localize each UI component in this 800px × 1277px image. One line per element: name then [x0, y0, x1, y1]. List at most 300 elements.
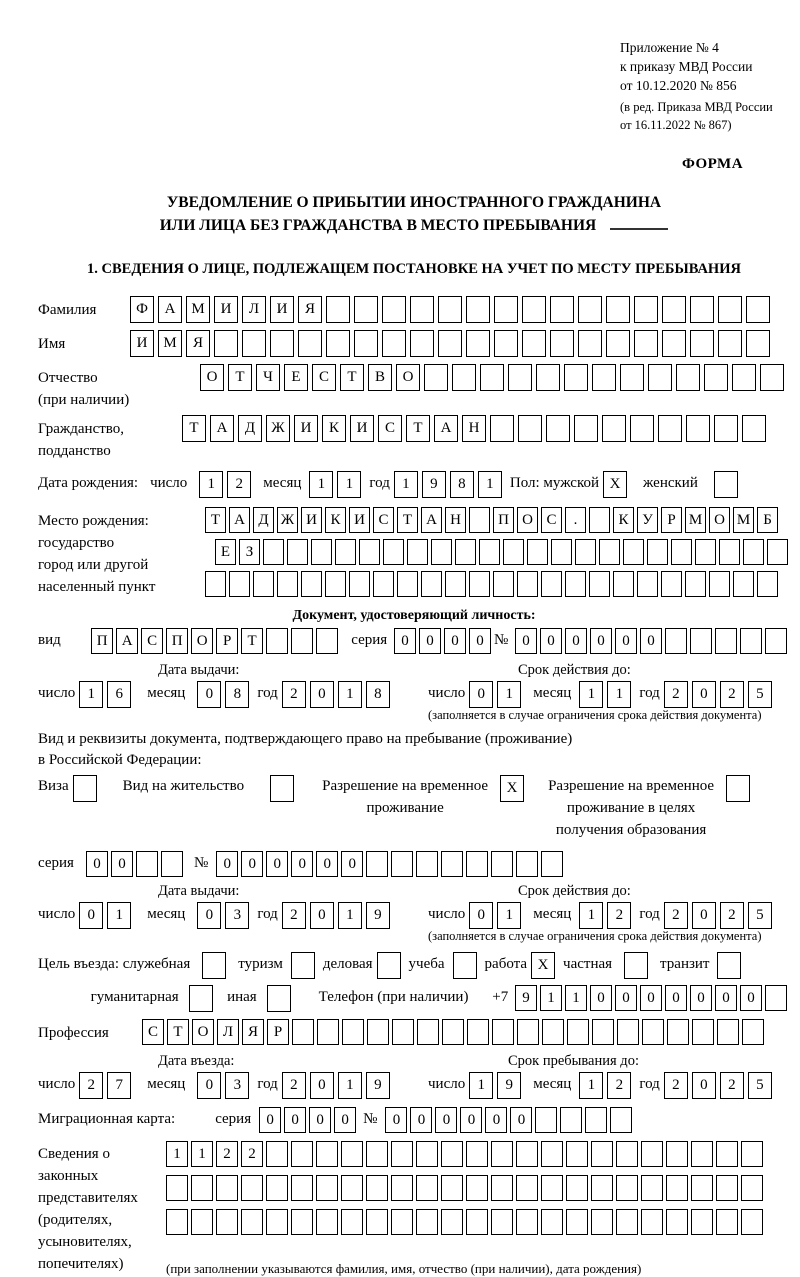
char-cell[interactable] — [166, 1175, 188, 1201]
char-cell[interactable] — [438, 330, 462, 357]
char-cell[interactable]: 0 — [79, 902, 103, 929]
char-cell[interactable]: 2 — [607, 902, 631, 929]
char-cell[interactable] — [695, 539, 716, 565]
char-cell[interactable]: 0 — [469, 681, 493, 708]
char-cell[interactable] — [690, 296, 714, 323]
char-cell[interactable] — [585, 1107, 607, 1133]
char-cell[interactable] — [503, 539, 524, 565]
char-cell[interactable]: 0 — [309, 1107, 331, 1133]
char-cell[interactable]: Т — [397, 507, 418, 533]
char-cell[interactable]: 9 — [422, 471, 446, 498]
char-cell[interactable]: 1 — [579, 681, 603, 708]
stay-month[interactable] — [579, 1072, 635, 1099]
char-cell[interactable] — [715, 628, 737, 654]
char-cell[interactable]: С — [141, 628, 163, 654]
char-cell[interactable] — [354, 296, 378, 323]
char-cell[interactable] — [714, 415, 738, 442]
char-cell[interactable] — [661, 571, 682, 597]
char-cell[interactable] — [493, 571, 514, 597]
char-cell[interactable] — [602, 415, 626, 442]
char-cell[interactable]: 1 — [337, 471, 361, 498]
char-cell[interactable]: К — [613, 507, 634, 533]
char-cell[interactable] — [671, 539, 692, 565]
char-cell[interactable]: 0 — [515, 628, 537, 654]
char-cell[interactable]: А — [421, 507, 442, 533]
char-cell[interactable]: 0 — [334, 1107, 356, 1133]
char-cell[interactable] — [589, 507, 610, 533]
char-cell[interactable] — [578, 296, 602, 323]
char-cell[interactable]: Я — [186, 330, 210, 357]
char-cell[interactable]: 0 — [197, 1072, 221, 1099]
char-cell[interactable] — [733, 571, 754, 597]
char-cell[interactable]: 0 — [444, 628, 466, 654]
char-cell[interactable] — [266, 1141, 288, 1167]
turizm-checkbox[interactable] — [291, 952, 319, 979]
char-cell[interactable]: 0 — [590, 985, 612, 1011]
char-cell[interactable]: 1 — [579, 1072, 603, 1099]
char-cell[interactable]: 0 — [111, 851, 133, 877]
char-cell[interactable]: 0 — [692, 681, 716, 708]
doc-valid-day[interactable] — [469, 681, 525, 708]
char-cell[interactable] — [757, 571, 778, 597]
char-cell[interactable]: 0 — [435, 1107, 457, 1133]
char-cell[interactable]: П — [166, 628, 188, 654]
char-cell[interactable] — [541, 1141, 563, 1167]
char-cell[interactable] — [560, 1107, 582, 1133]
char-cell[interactable]: Д — [238, 415, 262, 442]
char-cell[interactable]: 2 — [664, 902, 688, 929]
char-cell[interactable] — [508, 364, 532, 391]
char-cell[interactable] — [341, 1175, 363, 1201]
char-cell[interactable] — [637, 571, 658, 597]
char-cell[interactable] — [416, 851, 438, 877]
char-cell[interactable] — [606, 296, 630, 323]
gumanitarnaya-checkbox[interactable] — [189, 985, 217, 1012]
char-cell[interactable] — [491, 1141, 513, 1167]
char-cell[interactable]: С — [373, 507, 394, 533]
char-cell[interactable]: 0 — [485, 1107, 507, 1133]
res-valid-month[interactable] — [579, 902, 635, 929]
char-cell[interactable] — [550, 296, 574, 323]
char-cell[interactable] — [550, 330, 574, 357]
char-cell[interactable] — [606, 330, 630, 357]
stay-year[interactable] — [664, 1072, 776, 1099]
char-cell[interactable] — [441, 851, 463, 877]
char-cell[interactable]: 2 — [720, 902, 744, 929]
char-cell[interactable]: 1 — [540, 985, 562, 1011]
doc-issue-year[interactable] — [282, 681, 394, 708]
char-cell[interactable] — [648, 364, 672, 391]
char-cell[interactable] — [291, 952, 315, 979]
char-cell[interactable]: 8 — [450, 471, 474, 498]
char-cell[interactable] — [765, 628, 787, 654]
char-cell[interactable] — [317, 1019, 339, 1045]
char-cell[interactable] — [617, 1019, 639, 1045]
char-cell[interactable]: 1 — [478, 471, 502, 498]
char-cell[interactable] — [535, 1107, 557, 1133]
char-cell[interactable] — [359, 539, 380, 565]
res-number-field[interactable] — [216, 851, 566, 877]
char-cell[interactable] — [516, 851, 538, 877]
visa-checkbox[interactable] — [73, 775, 101, 802]
char-cell[interactable]: 1 — [338, 1072, 362, 1099]
char-cell[interactable] — [466, 1175, 488, 1201]
char-cell[interactable]: 3 — [225, 1072, 249, 1099]
char-cell[interactable] — [541, 851, 563, 877]
res-valid-day[interactable] — [469, 902, 525, 929]
patronymic-field[interactable] — [200, 364, 788, 391]
char-cell[interactable] — [516, 1141, 538, 1167]
char-cell[interactable] — [383, 539, 404, 565]
char-cell[interactable] — [373, 571, 394, 597]
char-cell[interactable] — [316, 628, 338, 654]
birth-day-field[interactable] — [199, 471, 255, 498]
birthplace-row1[interactable] — [205, 507, 791, 533]
char-cell[interactable] — [517, 1019, 539, 1045]
char-cell[interactable]: Я — [242, 1019, 264, 1045]
char-cell[interactable] — [567, 1019, 589, 1045]
char-cell[interactable] — [316, 1141, 338, 1167]
char-cell[interactable]: X — [531, 952, 555, 979]
char-cell[interactable] — [709, 571, 730, 597]
char-cell[interactable]: О — [517, 507, 538, 533]
char-cell[interactable]: З — [239, 539, 260, 565]
char-cell[interactable] — [491, 851, 513, 877]
char-cell[interactable]: И — [294, 415, 318, 442]
char-cell[interactable] — [166, 1209, 188, 1235]
char-cell[interactable] — [575, 539, 596, 565]
char-cell[interactable] — [541, 1175, 563, 1201]
char-cell[interactable] — [716, 1209, 738, 1235]
char-cell[interactable] — [662, 330, 686, 357]
char-cell[interactable]: 0 — [469, 902, 493, 929]
char-cell[interactable] — [421, 571, 442, 597]
surname-field[interactable] — [130, 296, 774, 323]
char-cell[interactable] — [205, 571, 226, 597]
entry-year[interactable] — [282, 1072, 394, 1099]
char-cell[interactable] — [665, 628, 687, 654]
char-cell[interactable]: О — [709, 507, 730, 533]
char-cell[interactable]: О — [192, 1019, 214, 1045]
char-cell[interactable] — [266, 1175, 288, 1201]
char-cell[interactable] — [566, 1141, 588, 1167]
char-cell[interactable] — [647, 539, 668, 565]
char-cell[interactable] — [266, 1209, 288, 1235]
char-cell[interactable] — [242, 330, 266, 357]
citizenship-field[interactable] — [182, 415, 770, 442]
char-cell[interactable]: И — [350, 415, 374, 442]
char-cell[interactable] — [214, 330, 238, 357]
char-cell[interactable] — [469, 571, 490, 597]
char-cell[interactable] — [466, 330, 490, 357]
char-cell[interactable]: И — [270, 296, 294, 323]
char-cell[interactable] — [397, 571, 418, 597]
char-cell[interactable]: П — [91, 628, 113, 654]
char-cell[interactable]: 0 — [590, 628, 612, 654]
char-cell[interactable] — [416, 1141, 438, 1167]
char-cell[interactable]: 2 — [241, 1141, 263, 1167]
res-issue-day[interactable] — [79, 902, 135, 929]
char-cell[interactable]: Е — [215, 539, 236, 565]
char-cell[interactable] — [716, 1175, 738, 1201]
char-cell[interactable]: О — [396, 364, 420, 391]
char-cell[interactable] — [335, 539, 356, 565]
char-cell[interactable]: 0 — [86, 851, 108, 877]
char-cell[interactable] — [564, 364, 588, 391]
char-cell[interactable]: В — [368, 364, 392, 391]
char-cell[interactable] — [527, 539, 548, 565]
char-cell[interactable] — [382, 330, 406, 357]
char-cell[interactable] — [466, 296, 490, 323]
char-cell[interactable] — [741, 1141, 763, 1167]
char-cell[interactable]: 1 — [107, 902, 131, 929]
char-cell[interactable] — [599, 539, 620, 565]
char-cell[interactable] — [641, 1175, 663, 1201]
phone-field[interactable] — [515, 985, 790, 1011]
char-cell[interactable]: 1 — [497, 681, 521, 708]
char-cell[interactable] — [551, 539, 572, 565]
char-cell[interactable]: 2 — [216, 1141, 238, 1167]
char-cell[interactable] — [623, 539, 644, 565]
char-cell[interactable]: 1 — [394, 471, 418, 498]
char-cell[interactable] — [407, 539, 428, 565]
char-cell[interactable] — [431, 539, 452, 565]
char-cell[interactable]: X — [603, 471, 627, 498]
char-cell[interactable] — [469, 507, 490, 533]
char-cell[interactable] — [391, 1141, 413, 1167]
char-cell[interactable]: Н — [445, 507, 466, 533]
char-cell[interactable]: Д — [253, 507, 274, 533]
char-cell[interactable] — [686, 415, 710, 442]
char-cell[interactable] — [191, 1209, 213, 1235]
char-cell[interactable] — [742, 415, 766, 442]
char-cell[interactable] — [417, 1019, 439, 1045]
char-cell[interactable] — [441, 1175, 463, 1201]
char-cell[interactable] — [292, 1019, 314, 1045]
chastnaya-checkbox[interactable] — [624, 952, 652, 979]
char-cell[interactable] — [630, 415, 654, 442]
char-cell[interactable] — [743, 539, 764, 565]
char-cell[interactable] — [542, 1019, 564, 1045]
doc-issue-month[interactable] — [197, 681, 253, 708]
char-cell[interactable] — [492, 1019, 514, 1045]
char-cell[interactable] — [578, 330, 602, 357]
char-cell[interactable]: 2 — [282, 681, 306, 708]
char-cell[interactable] — [325, 571, 346, 597]
char-cell[interactable] — [718, 330, 742, 357]
char-cell[interactable]: 0 — [197, 902, 221, 929]
char-cell[interactable] — [161, 851, 183, 877]
char-cell[interactable] — [591, 1175, 613, 1201]
char-cell[interactable]: 0 — [410, 1107, 432, 1133]
char-cell[interactable]: А — [229, 507, 250, 533]
char-cell[interactable]: О — [191, 628, 213, 654]
representatives-row2[interactable] — [166, 1175, 766, 1201]
char-cell[interactable] — [592, 364, 616, 391]
sex-male-checkbox[interactable] — [603, 471, 631, 498]
char-cell[interactable]: 0 — [665, 985, 687, 1011]
char-cell[interactable]: 1 — [166, 1141, 188, 1167]
char-cell[interactable]: И — [301, 507, 322, 533]
char-cell[interactable] — [341, 1209, 363, 1235]
char-cell[interactable]: 2 — [664, 681, 688, 708]
char-cell[interactable]: Л — [242, 296, 266, 323]
char-cell[interactable]: 7 — [107, 1072, 131, 1099]
char-cell[interactable]: 5 — [748, 1072, 772, 1099]
char-cell[interactable]: Ф — [130, 296, 154, 323]
char-cell[interactable] — [382, 296, 406, 323]
char-cell[interactable] — [311, 539, 332, 565]
char-cell[interactable] — [765, 985, 787, 1011]
char-cell[interactable] — [718, 296, 742, 323]
char-cell[interactable]: 1 — [79, 681, 103, 708]
char-cell[interactable]: Ч — [256, 364, 280, 391]
char-cell[interactable] — [301, 571, 322, 597]
name-field[interactable] — [130, 330, 774, 357]
char-cell[interactable]: 1 — [338, 902, 362, 929]
char-cell[interactable]: О — [200, 364, 224, 391]
char-cell[interactable] — [491, 1175, 513, 1201]
char-cell[interactable] — [641, 1209, 663, 1235]
char-cell[interactable]: С — [142, 1019, 164, 1045]
char-cell[interactable] — [642, 1019, 664, 1045]
char-cell[interactable]: 0 — [615, 985, 637, 1011]
char-cell[interactable] — [316, 1209, 338, 1235]
char-cell[interactable]: 1 — [191, 1141, 213, 1167]
char-cell[interactable] — [541, 571, 562, 597]
char-cell[interactable] — [392, 1019, 414, 1045]
char-cell[interactable] — [452, 364, 476, 391]
rabota-checkbox[interactable] — [531, 952, 559, 979]
char-cell[interactable]: 0 — [310, 1072, 334, 1099]
char-cell[interactable] — [442, 1019, 464, 1045]
char-cell[interactable]: Т — [205, 507, 226, 533]
char-cell[interactable]: С — [541, 507, 562, 533]
char-cell[interactable] — [691, 1141, 713, 1167]
char-cell[interactable]: И — [214, 296, 238, 323]
char-cell[interactable]: Т — [167, 1019, 189, 1045]
char-cell[interactable]: 1 — [497, 902, 521, 929]
char-cell[interactable]: 2 — [607, 1072, 631, 1099]
char-cell[interactable]: 0 — [692, 1072, 716, 1099]
char-cell[interactable] — [566, 1175, 588, 1201]
char-cell[interactable]: Ж — [266, 415, 290, 442]
char-cell[interactable] — [624, 952, 648, 979]
char-cell[interactable] — [691, 1175, 713, 1201]
char-cell[interactable] — [746, 296, 770, 323]
char-cell[interactable] — [267, 985, 291, 1012]
sluzhebnaya-checkbox[interactable] — [202, 952, 230, 979]
char-cell[interactable]: 0 — [692, 902, 716, 929]
char-cell[interactable]: 0 — [740, 985, 762, 1011]
delovaya-checkbox[interactable] — [377, 952, 405, 979]
char-cell[interactable]: 8 — [225, 681, 249, 708]
char-cell[interactable] — [494, 296, 518, 323]
doc-number-field[interactable] — [515, 628, 790, 654]
char-cell[interactable] — [189, 985, 213, 1012]
mig-series-field[interactable] — [259, 1107, 359, 1133]
res-issue-month[interactable] — [197, 902, 253, 929]
char-cell[interactable]: 0 — [565, 628, 587, 654]
char-cell[interactable] — [216, 1209, 238, 1235]
char-cell[interactable]: 0 — [394, 628, 416, 654]
char-cell[interactable] — [732, 364, 756, 391]
birth-month-field[interactable] — [309, 471, 365, 498]
char-cell[interactable] — [202, 952, 226, 979]
char-cell[interactable]: 5 — [748, 902, 772, 929]
char-cell[interactable] — [342, 1019, 364, 1045]
char-cell[interactable] — [341, 1141, 363, 1167]
char-cell[interactable] — [546, 415, 570, 442]
char-cell[interactable]: А — [116, 628, 138, 654]
char-cell[interactable] — [662, 296, 686, 323]
char-cell[interactable]: 0 — [259, 1107, 281, 1133]
char-cell[interactable]: 1 — [309, 471, 333, 498]
char-cell[interactable] — [479, 539, 500, 565]
char-cell[interactable]: 9 — [366, 902, 390, 929]
char-cell[interactable] — [541, 1209, 563, 1235]
char-cell[interactable]: 9 — [366, 1072, 390, 1099]
char-cell[interactable]: Т — [340, 364, 364, 391]
char-cell[interactable]: К — [322, 415, 346, 442]
profession-field[interactable] — [142, 1019, 767, 1045]
char-cell[interactable]: П — [493, 507, 514, 533]
char-cell[interactable]: Л — [217, 1019, 239, 1045]
char-cell[interactable] — [366, 1175, 388, 1201]
char-cell[interactable] — [453, 952, 477, 979]
char-cell[interactable]: М — [158, 330, 182, 357]
char-cell[interactable]: 0 — [284, 1107, 306, 1133]
char-cell[interactable]: 0 — [241, 851, 263, 877]
ucheba-checkbox[interactable] — [453, 952, 481, 979]
char-cell[interactable] — [516, 1175, 538, 1201]
char-cell[interactable] — [349, 571, 370, 597]
char-cell[interactable]: А — [158, 296, 182, 323]
char-cell[interactable] — [480, 364, 504, 391]
char-cell[interactable]: 0 — [690, 985, 712, 1011]
tranzit-checkbox[interactable] — [717, 952, 745, 979]
char-cell[interactable] — [377, 952, 401, 979]
temp-residence-edu-checkbox[interactable] — [726, 775, 754, 802]
char-cell[interactable] — [592, 1019, 614, 1045]
char-cell[interactable] — [740, 628, 762, 654]
char-cell[interactable] — [241, 1175, 263, 1201]
char-cell[interactable] — [466, 1209, 488, 1235]
char-cell[interactable] — [366, 1209, 388, 1235]
char-cell[interactable]: 3 — [225, 902, 249, 929]
char-cell[interactable] — [616, 1141, 638, 1167]
char-cell[interactable]: 5 — [748, 681, 772, 708]
char-cell[interactable]: 0 — [197, 681, 221, 708]
char-cell[interactable]: Р — [661, 507, 682, 533]
char-cell[interactable] — [726, 775, 750, 802]
char-cell[interactable]: 0 — [460, 1107, 482, 1133]
char-cell[interactable] — [589, 571, 610, 597]
char-cell[interactable] — [667, 1019, 689, 1045]
char-cell[interactable] — [455, 539, 476, 565]
char-cell[interactable] — [466, 1141, 488, 1167]
char-cell[interactable] — [658, 415, 682, 442]
char-cell[interactable] — [298, 330, 322, 357]
char-cell[interactable] — [741, 1209, 763, 1235]
char-cell[interactable] — [491, 1209, 513, 1235]
char-cell[interactable] — [536, 364, 560, 391]
char-cell[interactable] — [367, 1019, 389, 1045]
char-cell[interactable] — [438, 296, 462, 323]
mig-number-field[interactable] — [385, 1107, 635, 1133]
char-cell[interactable] — [241, 1209, 263, 1235]
char-cell[interactable] — [270, 330, 294, 357]
